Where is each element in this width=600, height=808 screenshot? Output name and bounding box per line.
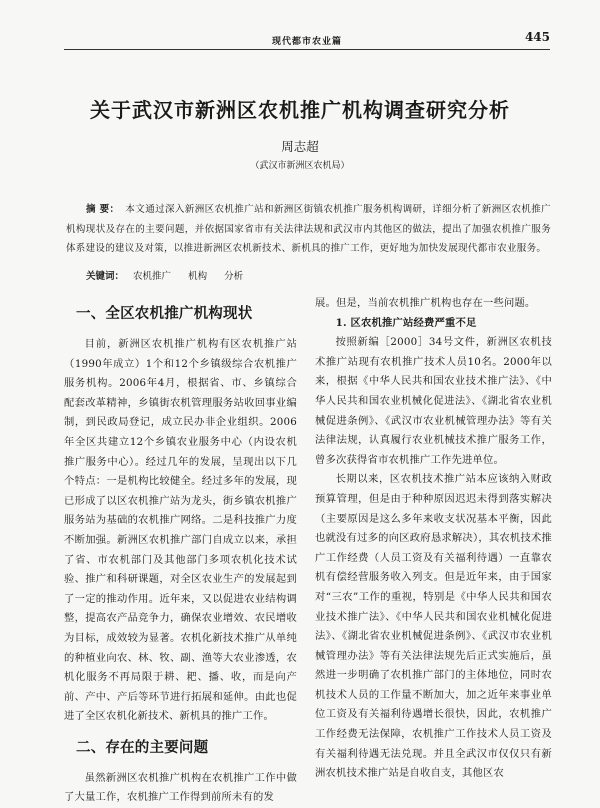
- right-column: [315, 294, 552, 784]
- author-affiliation: （武汉市新洲区农机局）: [250, 161, 350, 171]
- subsection-heading-1: 1. 区农机推广站经费严重不足: [335, 316, 477, 329]
- body-paragraph: 目前，新洲区农机推广机构有区农机推广站（1990年成立）1个和12个乡镇级综合农机推广服务机构。2006年4月，根据省、市、乡镇综合配套改革精神，乡镇街农机管理服务站收回事业编制，到民政局登记，成立民办非企业组织。2006年全区共建立12个乡镇农业服务中心（内设农机推广服务中心）。经过几年的发展，呈现出以下几个特点：一是机构比较健全。经过多年的发展，现已形成了以区农机推广站为龙头，街乡镇农机推广服务站为基础的农机推广网络。二是科技推广力度不断加强。新洲区农机推广部门自成立以来，承担了省、市农机部门及其他部门多项农机化技术试验、推广和科研课题，对全区农业生产的发展起到了一定的推动作用。近年来，又以促进农业结构调整，提高农产品竞争力，确保农业增效、农民增收为目标，成效较为显著。农机化新技术推广从单纯的种植业向农、林、牧、副、渔等大农业渗透，农机化服务不再局限于耕、耙、播、收，而是向产前、产中、产后等环节进行拓展和延伸。由此也促进了全区农机化新技术、新机具的推广工作。: [64, 338, 297, 723]
- body-paragraph: 按照新编［2000］34号文件，新洲区农机技术推广站现有农机推广技术人员10名。2000年以来，根据《中华人民共和国农业技术推广法》、《中华人民共和国农业机械化促进法》、《湖北省农业机械促进条例》、《武汉市农业机械管理办法》等有关法律法规，认真履行农业机械技术推广服务工作，曾多次获得省市农机推广工作先进单位。: [315, 336, 552, 466]
- body-paragraph: 虽然新洲区农机推广机构在农机推广工作中做了大量工作，农机推广工作得到前所未有的发: [64, 771, 297, 804]
- abstract: [66, 200, 551, 259]
- article-title: 关于武汉市新洲区农机推广机构调查研究分析: [90, 98, 510, 122]
- abstract-text: 本文通过深入新洲区农机推广站和新洲区街镇农机推广服务机构调研，详细分析了新洲区农机推广机构现状及存在的主要问题，并依据国家省市有关法律法规和武汉市内其他区的做法，提出了加强农机推广服务体系建设的建议及对策，以推进新洲区农机新技术、新机具的推广工作，更好地为加快发展现代都市农业服务。: [66, 204, 551, 254]
- section-heading-1: 一、全区农机推广机构现状: [76, 305, 253, 322]
- keywords-label: 关键词：: [86, 271, 125, 282]
- abstract-label: 摘 要：: [86, 204, 120, 215]
- body-paragraph: 展。但是，当前农机推广机构也存在一些问题。: [315, 297, 536, 309]
- journal-name: 现代都市农业篇: [272, 37, 343, 47]
- page-number: 445: [524, 30, 550, 44]
- keyword: 分析: [224, 271, 244, 282]
- left-column: [64, 297, 297, 808]
- author-name: 周志超: [281, 139, 319, 154]
- header-rule: [64, 49, 550, 50]
- running-header: [64, 30, 550, 48]
- keyword: 机构: [188, 271, 208, 282]
- body-paragraph: 长期以来，区农机技术推广站本应该纳入财政预算管理，但是由于种种原因迟迟未得到落实解决（主要原因是这么多年来收支状况基本平衡，因此也就没有过多的向区政府恳求解决），其农机技术推广工作经费（人员工资及有关福利待遇）一直靠农机有偿经营服务收入列支。但是近年来，由于国家对“三农”工作的重视，特别是《中华人民共和国农业技术推广法》、《中华人民共和国农业机械化促进法》、《湖北省农业机械促进条例》、《武汉市农业机械管理办法》等有关法律法规先后正式实施后，虽然进一步明确了农机推广部门的主体地位，同时农机技术人员的工作量不断加大，加之近年来事业单位工资及有关福利待遇增长很快，因此，农机推广工作经费无法保障，农机推广工作技术人员工资及有关福利待遇无法兑现。并且全武汉市仅仅只有新洲农机技术推广站是自收自支，其他区农: [315, 473, 552, 780]
- section-heading-2: 二、存在的主要问题: [76, 738, 209, 756]
- keywords: [86, 268, 257, 282]
- keyword: 农机推广: [133, 271, 172, 282]
